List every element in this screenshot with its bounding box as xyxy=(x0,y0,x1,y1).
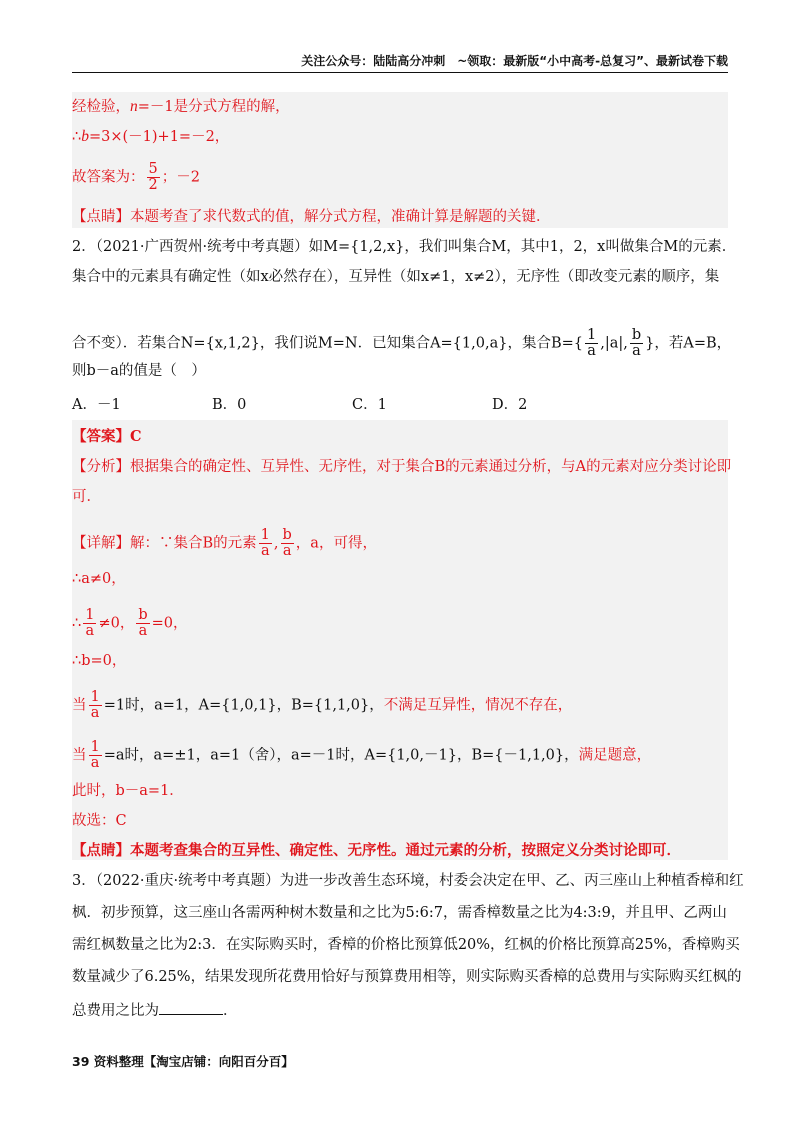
q3-line-4: 数量减少了6.25%，结果发现所花费用恰好与预算费用相等，则实际购买香樟的总费用与实际购买红枫的 xyxy=(72,969,742,985)
q2-line-1: 2．（2021·广西贺州·统考中考真题）如M={1,2,x}，我们叫集合M，其中1，2，x叫做集合M的元素． xyxy=(72,239,737,255)
step-2-post: =0， xyxy=(151,615,188,632)
frac-b-a xyxy=(136,608,149,639)
frac-num: 5 xyxy=(148,161,158,177)
therefore-symbol: ∴ xyxy=(72,615,82,632)
answer-line xyxy=(72,162,200,193)
therefore-symbol: ∴ xyxy=(72,129,82,145)
q3-line-2: 枫．初步预算，这三座山各需两种树木数量和之比为5:6:7，需香樟数量之比为4:3:9，并且甲、乙两山 xyxy=(72,905,727,921)
frac-den: a xyxy=(90,705,100,721)
frac-1-a xyxy=(89,690,102,721)
option-c: C．1 xyxy=(352,397,387,413)
step-1: ∴a≠0， xyxy=(72,571,126,587)
frac-den: a xyxy=(260,543,270,559)
var-n: n xyxy=(130,98,138,115)
q3-line-5 xyxy=(72,1000,238,1020)
q2-answer: 【答案】C xyxy=(72,428,142,445)
frac-den: a xyxy=(632,343,641,359)
frac-num: b xyxy=(138,607,148,623)
q2-l3c: }，若A=B， xyxy=(645,335,732,352)
b-value-line xyxy=(72,128,229,146)
point-2: 【点睛】本题考查集合的互异性、确定性、无序性。通过元素的分析，按照定义分类讨论即可． xyxy=(72,842,681,859)
case-label: 当 xyxy=(72,747,87,764)
frac-1-a xyxy=(585,328,598,359)
frac-1-a xyxy=(83,608,96,639)
q2-analysis-2: 可． xyxy=(72,489,101,505)
check-value: =－1 xyxy=(137,99,174,115)
q2-options xyxy=(72,396,632,414)
step-3: ∴b=0， xyxy=(72,653,127,669)
step-2-mid: ≠0， xyxy=(98,615,135,632)
frac-num: 1 xyxy=(85,607,95,623)
point-1: 【点睛】本题考查了求代数式的值，解分式方程，准确计算是解题的关键． xyxy=(72,209,551,225)
answer-post: ；－2 xyxy=(161,169,200,186)
q3-l5-post: ． xyxy=(223,1003,238,1019)
step-2 xyxy=(72,608,188,639)
frac-1-a xyxy=(89,740,102,771)
q2-line-3 xyxy=(72,328,731,359)
header-rule xyxy=(72,72,728,73)
frac-den: a xyxy=(587,343,596,359)
answer-blank[interactable] xyxy=(159,1000,223,1015)
frac-b-a xyxy=(630,328,643,359)
q3-l5-text: 总费用之比为 xyxy=(72,1003,159,1019)
frac-den: 2 xyxy=(148,177,158,193)
answer-label: 故答案为： xyxy=(72,169,145,186)
q3-line-3: 需红枫数量之比为2:3．在实际购买时，香樟的价格比预算低20%，红枫的价格比预算高25%，香樟购买 xyxy=(72,937,740,953)
var-b: b xyxy=(81,128,89,145)
frac-den: a xyxy=(282,543,292,559)
q3-line-1: 3．（2022·重庆·统考中考真题）为进一步改善生态环境，村委会决定在甲、乙、丙三座山上种植香樟和红 xyxy=(72,873,744,889)
frac-num: b xyxy=(282,527,292,543)
answer-fraction xyxy=(147,162,160,193)
page-footer xyxy=(72,1052,294,1070)
q2-analysis-1: 【分析】根据集合的确定性、互异性、无序性，对于集合B的元素通过分析，与A的元素对应分类讨论即 xyxy=(72,459,732,475)
frac-num: 1 xyxy=(260,527,270,543)
frac-num: 1 xyxy=(90,739,100,755)
check-text: 经检验， xyxy=(72,99,130,115)
option-b: B．0 xyxy=(212,397,247,413)
q2-line-4: 则b－a的值是（ ） xyxy=(72,363,206,379)
check-post: 是分式方程的解， xyxy=(173,99,290,115)
step-6: 此时，b－a=1． xyxy=(72,783,184,799)
step-5 xyxy=(72,740,651,771)
option-a: A．－1 xyxy=(72,397,121,413)
option-d: D．2 xyxy=(492,397,528,413)
footer-text: 资料整理【淘宝店铺：向阳百分百】 xyxy=(93,1054,294,1069)
frac-den: a xyxy=(90,755,100,771)
frac-den: a xyxy=(85,623,95,639)
frac-num: b xyxy=(631,327,642,343)
page-number: 39 xyxy=(72,1054,90,1069)
q2-detail: 【详解】解：∵集合B的元素 $\frac{1}{a}$ , $\frac{b}{a}$ ，a，可得， xyxy=(72,527,377,559)
step-7: 故选：C xyxy=(72,813,127,829)
frac-den: a xyxy=(138,623,148,639)
check-line xyxy=(72,98,290,116)
case-1-conclusion: 不满足互异性，情况不存在， xyxy=(383,697,573,714)
b-equation: =3×(－1)+1=－2， xyxy=(88,129,230,145)
case-2-text: =a时，a=±1，a=1（舍），a=－1时，A={1,0,－1}，B={－1,1,0}， xyxy=(103,747,579,764)
case-2-conclusion: 满足题意， xyxy=(578,747,652,764)
frac-b-a xyxy=(281,528,294,559)
step-4 xyxy=(72,690,572,721)
page-header: 关注公众号：陆陆高分冲刺 ~领取：最新版“小中高考-总复习”、最新试卷下载 xyxy=(301,54,728,68)
detail-post: ，a，可得， xyxy=(295,535,377,552)
q2-l3a: 合不变）．若集合N={x,1,2}，我们说M=N．已知集合A={1,0,a}，集合B={ xyxy=(72,335,583,352)
detail-label: 【详解】解：∵集合B的元素 xyxy=(72,535,257,552)
case-label: 当 xyxy=(72,697,87,714)
q2-l3b: ,|a|, xyxy=(600,335,628,352)
frac-1-a xyxy=(259,528,272,559)
case-1-text: =1时，a=1，A={1,0,1}，B={1,1,0}， xyxy=(103,697,384,714)
q2-line-2: 集合中的元素具有确定性（如x必然存在），互异性（如x≠1，x≠2），无序性（即改变元素的顺序，集 xyxy=(72,269,720,285)
frac-num: 1 xyxy=(586,327,597,343)
frac-num: 1 xyxy=(90,689,100,705)
